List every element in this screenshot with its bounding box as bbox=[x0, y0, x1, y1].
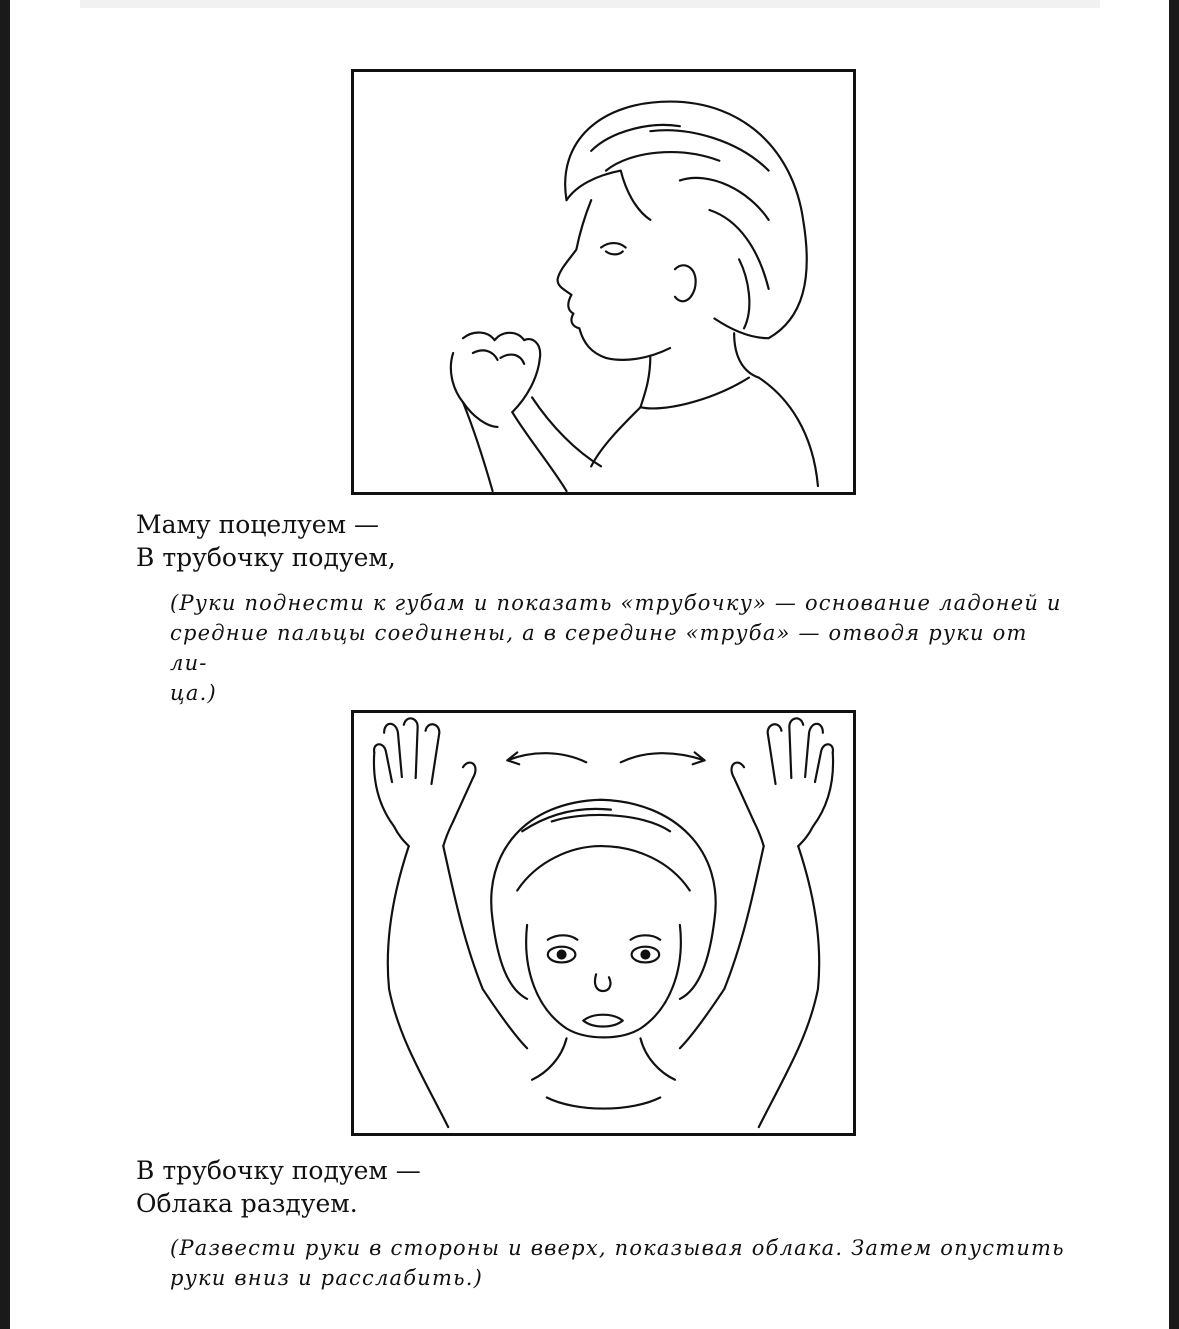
page-top-band bbox=[80, 0, 1100, 8]
child-profile-drawing bbox=[354, 72, 853, 492]
verse-1-line-1: Маму поцелуем — bbox=[136, 510, 379, 539]
illustration-child-profile bbox=[351, 69, 856, 495]
instruction-1 bbox=[170, 588, 1070, 708]
instruction-1-line-3: ца.) bbox=[170, 681, 217, 705]
verse-2-line-1: В трубочку подуем — bbox=[136, 1156, 421, 1185]
illustration-child-hands-up bbox=[351, 710, 856, 1136]
instruction-2-line-2: руки вниз и расслабить.) bbox=[170, 1266, 484, 1290]
book-page bbox=[10, 0, 1169, 1329]
verse-1 bbox=[136, 508, 396, 574]
verse-2-line-2: Облака раздуем. bbox=[136, 1189, 358, 1218]
instruction-1-line-2: средние пальцы соединены, а в середине «труба» — отводя руки от ли- bbox=[170, 621, 1028, 675]
instruction-1-line-1: (Руки поднести к губам и показать «трубочку» — основание ладоней и bbox=[170, 591, 1062, 615]
instruction-2-line-1: (Развести руки в стороны и вверх, показывая облака. Затем опустить bbox=[170, 1236, 1065, 1260]
verse-1-line-2: В трубочку подуем, bbox=[136, 543, 396, 572]
child-hands-up-drawing bbox=[354, 713, 853, 1133]
verse-2 bbox=[136, 1154, 421, 1220]
instruction-2 bbox=[170, 1233, 1070, 1293]
